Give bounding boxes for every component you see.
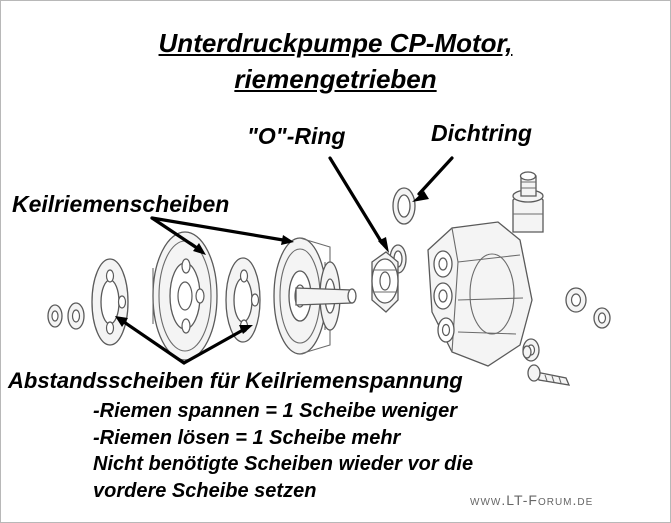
note-line-2: -Riemen lösen = 1 Scheibe mehr [93, 427, 401, 449]
part-sealing-ring [393, 188, 415, 224]
part-pump-housing [428, 222, 532, 366]
part-shaft [296, 288, 356, 305]
label-o-ring: "O"-Ring [247, 123, 346, 149]
part-bolt-bottom [523, 339, 569, 385]
part-small-nut-left [48, 303, 84, 329]
page-title-line-2: riemengetrieben [234, 64, 437, 94]
part-drive-coupling [372, 252, 398, 312]
part-vbelt-pulley-large [153, 232, 217, 360]
arrow-dichtring [412, 158, 452, 202]
label-abstandsscheiben: Abstandsscheiben für Keilriemenspannung [8, 368, 463, 393]
label-dichtring: Dichtring [431, 120, 532, 146]
arrow-oring [330, 158, 389, 253]
part-fastener-right-1 [566, 288, 610, 328]
part-spacer-washer-1 [92, 259, 128, 345]
page-title-line-1: Unterdruckpumpe CP-Motor, [158, 28, 513, 58]
part-vacuum-port [513, 172, 543, 232]
note-line-4: vordere Scheibe setzen [93, 480, 317, 502]
note-line-1: -Riemen spannen = 1 Scheibe weniger [93, 400, 458, 422]
note-line-3: Nicht benötigte Scheiben wieder vor die [93, 453, 474, 475]
part-small-bottom [523, 346, 531, 358]
watermark-source: www.LT-Forum.de [470, 492, 594, 508]
label-keilriemenscheiben: Keilriemenscheiben [12, 191, 230, 217]
